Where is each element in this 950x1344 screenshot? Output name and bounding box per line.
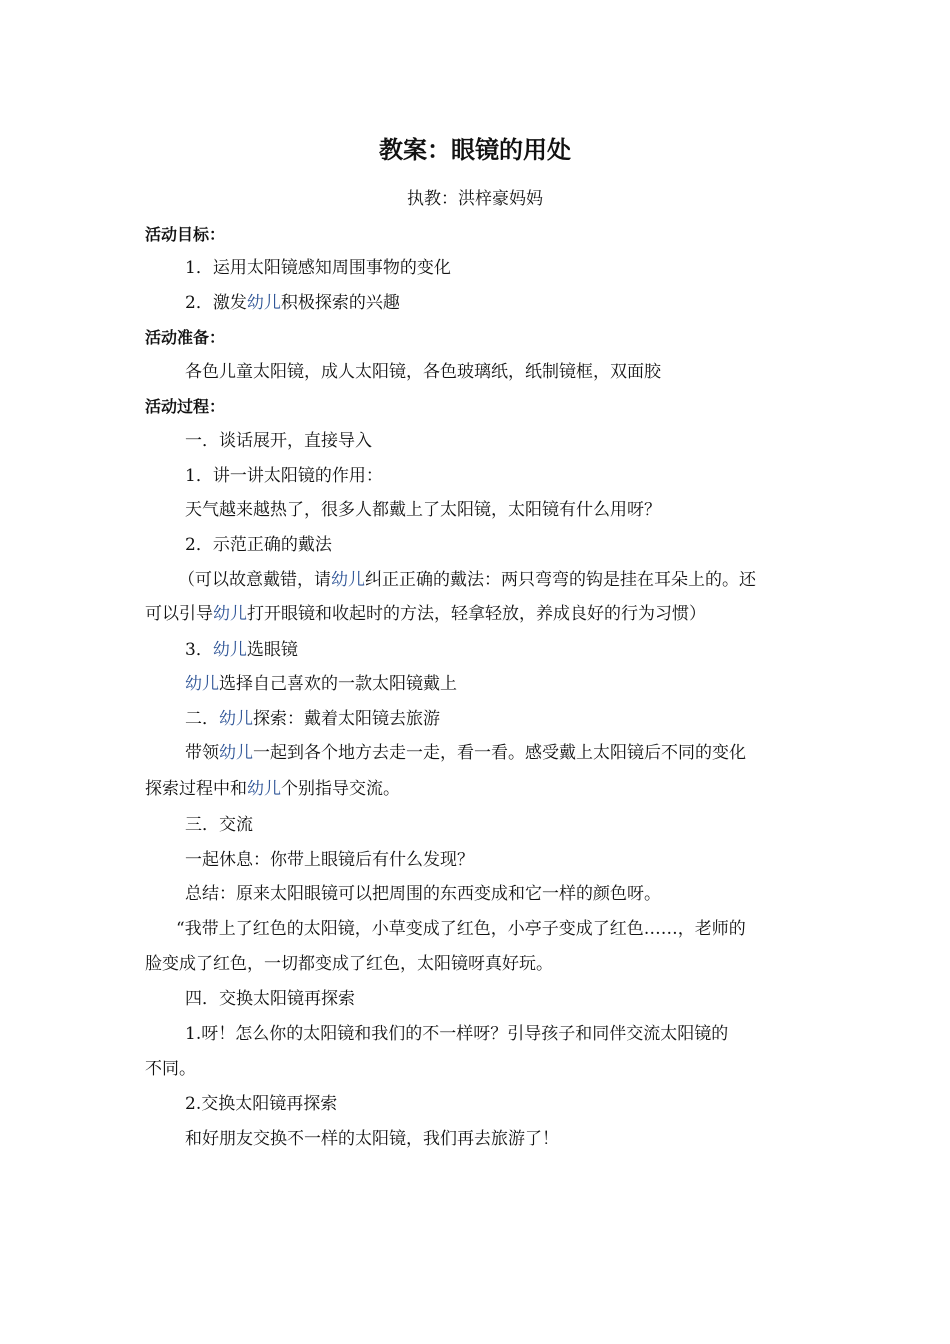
- highlight-term: 幼儿: [213, 604, 247, 624]
- goal-item-2: 2．激发幼儿积极探索的兴趣: [185, 293, 400, 313]
- section-3-text-c: “我带上了红色的太阳镜，小草变成了红色，小亭子变成了红色……，老师的: [176, 919, 746, 939]
- section-3-text-a: 一起休息：你带上眼镜后有什么发现？: [185, 850, 474, 870]
- heading-goals: 活动目标：: [145, 225, 226, 244]
- section-1-item-2-text-a: （可以故意戴错，请幼儿纠正正确的戴法：两只弯弯的钩是挂在耳朵上的。还: [178, 570, 756, 590]
- section-1-item-3: 3．幼儿选眼镜: [185, 640, 298, 660]
- highlight-term: 幼儿: [247, 779, 281, 799]
- highlight-term: 幼儿: [185, 674, 219, 694]
- section-2-text-a: 带领幼儿一起到各个地方去走一走，看一看。感受戴上太阳镜后不同的变化: [185, 743, 746, 763]
- preparation-text: 各色儿童太阳镜，成人太阳镜，各色玻璃纸，纸制镜框，双面胶: [185, 362, 661, 382]
- section-1-item-1: 1．讲一讲太阳镜的作用：: [185, 466, 383, 486]
- section-3-text-d: 脸变成了红色，一切都变成了红色，太阳镜呀真好玩。: [145, 954, 553, 974]
- section-4-item-1-b: 不同。: [145, 1059, 196, 1079]
- section-4-heading: 四．交换太阳镜再探索: [185, 989, 355, 1009]
- highlight-term: 幼儿: [219, 709, 253, 729]
- highlight-term: 幼儿: [246, 293, 281, 313]
- section-4-item-2-text: 和好朋友交换不一样的太阳镜，我们再去旅游了！: [185, 1129, 559, 1149]
- section-1-heading: 一．谈话展开，直接导入: [185, 431, 372, 451]
- page-title: 教案：眼镜的用处: [379, 136, 571, 164]
- highlight-term: 幼儿: [212, 640, 247, 660]
- section-1-item-1-text: 天气越来越热了，很多人都戴上了太阳镜，太阳镜有什么用呀？: [185, 500, 661, 520]
- heading-process: 活动过程：: [145, 397, 226, 416]
- section-1-item-2-text-b: 可以引导幼儿打开眼镜和收起时的方法，轻拿轻放，养成良好的行为习惯）: [145, 604, 706, 624]
- section-4-item-2: 2.交换太阳镜再探索: [185, 1094, 338, 1114]
- goal-item-1: 1．运用太阳镜感知周围事物的变化: [185, 258, 451, 278]
- section-1-item-2: 2．示范正确的戴法: [185, 535, 332, 555]
- section-3-heading: 三．交流: [185, 815, 253, 835]
- section-2-text-b: 探索过程中和幼儿个别指导交流。: [145, 779, 400, 799]
- section-1-item-3-text: 幼儿选择自己喜欢的一款太阳镜戴上: [185, 674, 457, 694]
- heading-preparation: 活动准备：: [145, 328, 226, 347]
- section-2-heading: 二．幼儿探索：戴着太阳镜去旅游: [185, 709, 440, 729]
- highlight-term: 幼儿: [331, 570, 365, 590]
- highlight-term: 幼儿: [219, 743, 253, 763]
- author-line: 执教：洪梓豪妈妈: [407, 189, 543, 209]
- section-4-item-1-a: 1.呀！怎么你的太阳镜和我们的不一样呀？引导孩子和同伴交流太阳镜的: [185, 1024, 729, 1044]
- section-3-text-b: 总结：原来太阳眼镜可以把周围的东西变成和它一样的颜色呀。: [185, 884, 661, 904]
